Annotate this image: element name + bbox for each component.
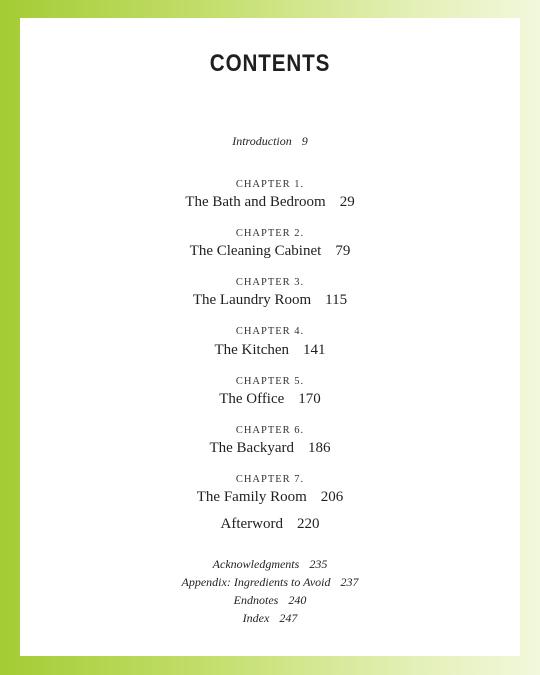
chapter-title: The Family Room xyxy=(196,489,307,505)
chapter-5-label: CHAPTER 5. xyxy=(235,376,305,387)
back-matter-title: Index xyxy=(242,611,270,625)
chapter-4-label: CHAPTER 4. xyxy=(235,326,305,337)
toc-chapter-2[interactable] xyxy=(20,243,520,260)
chapter-page: 170 xyxy=(298,391,321,407)
toc-endnotes[interactable] xyxy=(20,593,520,608)
chapter-page: 29 xyxy=(339,194,355,210)
toc-index[interactable] xyxy=(20,611,520,626)
toc-chapter-4[interactable] xyxy=(20,342,520,359)
afterword-title: Afterword xyxy=(220,516,283,532)
chapter-title: The Cleaning Cabinet xyxy=(189,243,322,259)
toc-chapter-3[interactable] xyxy=(20,292,520,309)
back-matter-page: 237 xyxy=(340,575,359,589)
chapter-title: The Bath and Bedroom xyxy=(185,194,326,210)
chapter-1-label: CHAPTER 1. xyxy=(235,179,305,190)
toc-introduction-title: Introduction xyxy=(232,134,292,148)
chapter-page: 79 xyxy=(335,243,351,259)
page-title: CONTENTS xyxy=(209,50,331,77)
chapter-page: 141 xyxy=(303,342,326,358)
chapter-page: 206 xyxy=(320,489,344,505)
chapter-6-label: CHAPTER 6. xyxy=(235,425,305,436)
toc-chapter-6[interactable] xyxy=(20,440,520,457)
back-matter-title: Acknowledgments xyxy=(212,557,300,571)
back-matter-page: 235 xyxy=(309,557,328,571)
chapter-page: 115 xyxy=(325,292,348,308)
chapter-3-label: CHAPTER 3. xyxy=(235,277,305,288)
toc-chapter-7[interactable] xyxy=(20,489,520,506)
back-matter-title: Endnotes xyxy=(233,593,279,607)
chapter-title: The Office xyxy=(219,391,285,407)
toc-introduction-page: 9 xyxy=(301,134,308,148)
toc-appendix[interactable] xyxy=(20,575,520,590)
back-matter-page: 247 xyxy=(279,611,298,625)
contents-page xyxy=(20,18,520,656)
chapter-7-label: CHAPTER 7. xyxy=(235,474,305,485)
toc-acknowledgments[interactable] xyxy=(20,557,520,572)
chapter-page: 186 xyxy=(308,440,331,456)
chapter-title: The Kitchen xyxy=(214,342,290,358)
afterword-page: 220 xyxy=(296,516,320,532)
back-matter-page: 240 xyxy=(288,593,307,607)
toc-introduction[interactable] xyxy=(20,134,520,149)
back-matter-title: Appendix: Ingredients to Avoid xyxy=(181,575,331,589)
toc-afterword[interactable] xyxy=(20,516,520,533)
chapter-2-label: CHAPTER 2. xyxy=(235,228,305,239)
toc-chapter-5[interactable] xyxy=(20,391,520,408)
chapter-title: The Laundry Room xyxy=(192,292,312,308)
chapter-title: The Backyard xyxy=(209,440,295,456)
toc-chapter-1[interactable] xyxy=(20,194,520,211)
